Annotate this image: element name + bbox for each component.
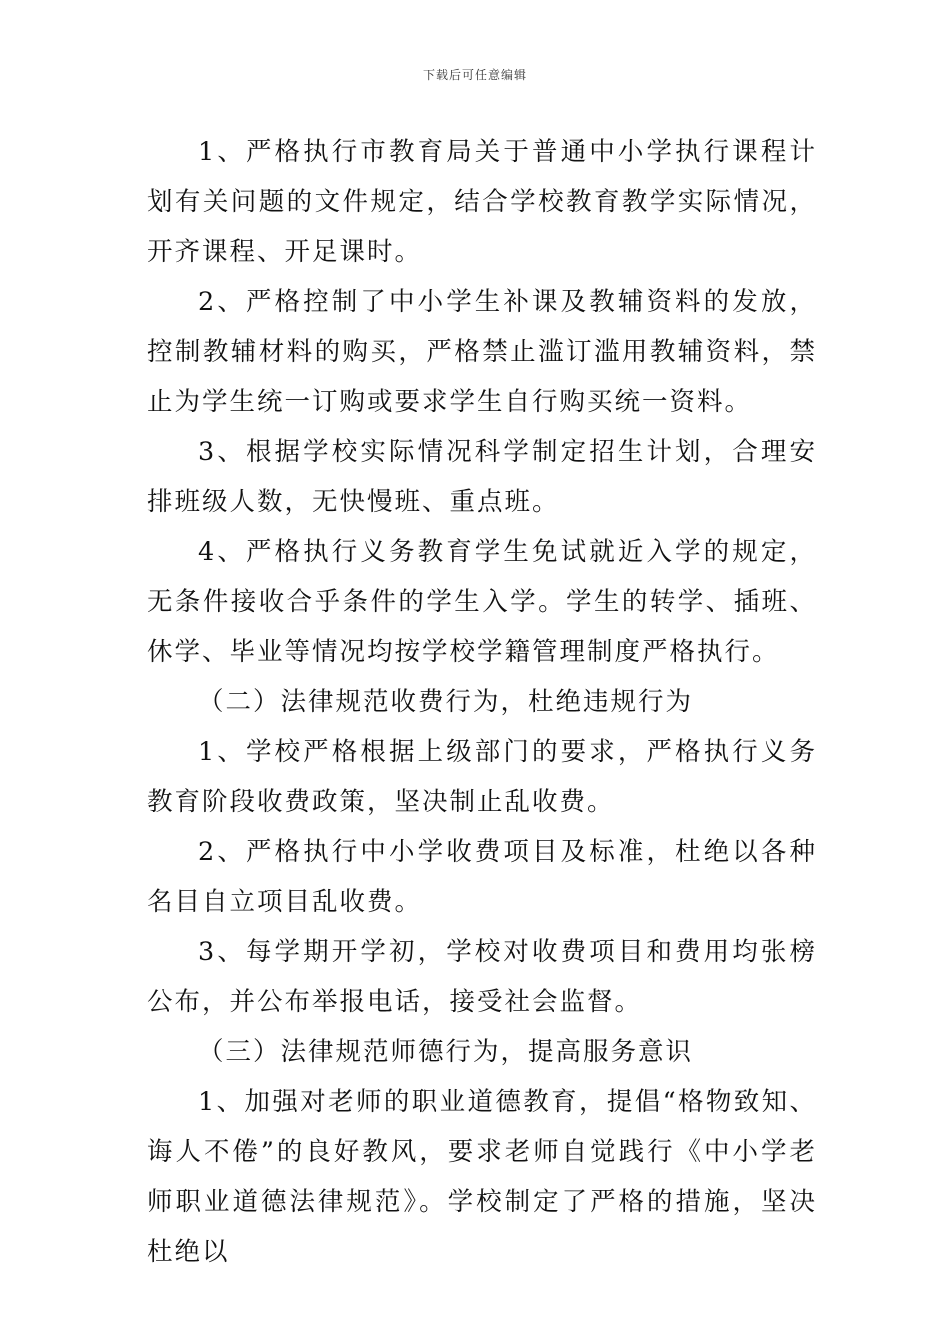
document-body <box>147 127 817 1277</box>
paragraph-item: 1、严格执行市教育局关于普通中小学执行课程计划有关问题的文件规定，结合学校教育教学实际情况，开齐课程、开足课时。 <box>147 137 817 267</box>
paragraph-item: 4、严格执行义务教育学生免试就近入学的规定，无条件接收合乎条件的学生入学。学生的转学、插班、休学、毕业等情况均按学校学籍管理制度严格执行。 <box>147 537 817 667</box>
paragraph-item: 2、严格执行中小学收费项目及标准，杜绝以各种名目自立项目乱收费。 <box>147 837 817 917</box>
paragraph-item: 1、加强对老师的职业道德教育，提倡“格物致知、诲人不倦”的良好教风，要求老师自觉践行《中小学老师职业道德法律规范》。学校制定了严格的措施，坚决杜绝以 <box>147 1087 817 1267</box>
paragraph-item: 2、严格控制了中小学生补课及教辅资料的发放，控制教辅材料的购买，严格禁止滥订滥用教辅资料，禁止为学生统一订购或要求学生自行购买统一资料。 <box>147 287 817 417</box>
page-header-note: 下载后可任意编辑 <box>422 68 527 82</box>
section-heading: （三）法律规范师德行为，提高服务意识 <box>198 1037 694 1067</box>
paragraph-item: 3、根据学校实际情况科学制定招生计划，合理安排班级人数，无快慢班、重点班。 <box>147 437 817 517</box>
paragraph-item: 3、每学期开学初，学校对收费项目和费用均张榜公布，并公布举报电话，接受社会监督。 <box>147 937 817 1017</box>
section-heading: （二）法律规范收费行为，杜绝违规行为 <box>198 687 694 717</box>
paragraph-item: 1、学校严格根据上级部门的要求，严格执行义务教育阶段收费政策，坚决制止乱收费。 <box>147 737 817 817</box>
